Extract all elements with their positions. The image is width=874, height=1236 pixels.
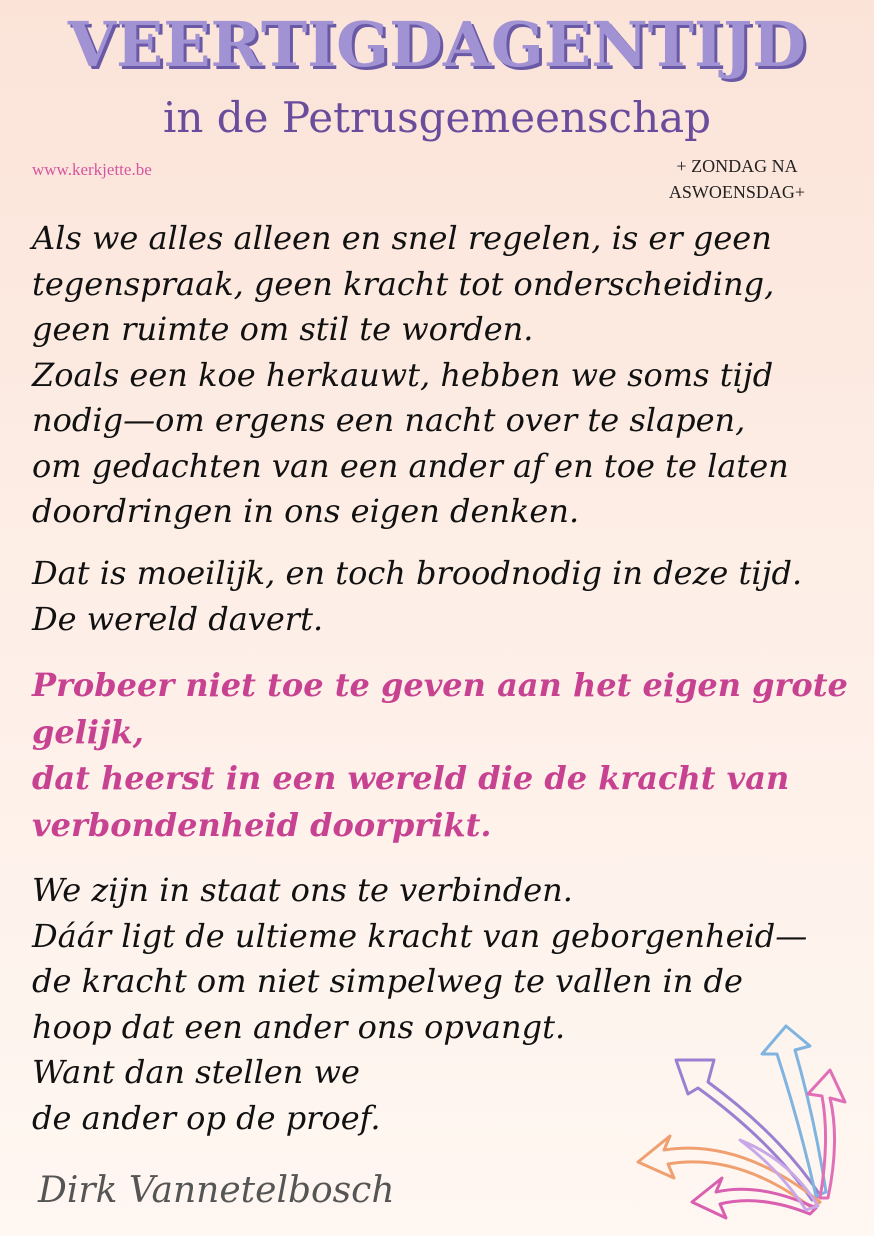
sunday-label-line1: + ZONDAG NA [676,156,798,176]
paragraph-line: We zijn in staat ons te verbinden. [32,871,573,909]
highlight-line: verbondenheid doorprikt. [32,805,492,844]
paragraph-line: geen ruimte om stil te worden. [32,310,534,348]
paragraph-line: Dat is moeilijk, en toch broodnodig in deze tijd. [32,554,803,592]
paragraph-line: doordringen in ons eigen denken. [32,492,580,530]
paragraph-2 [32,551,802,642]
paragraph-line: Dáár ligt de ultieme kracht van geborgenheid— [32,916,808,955]
paragraph-line: tegenspraak, geen kracht tot onderscheiding, [32,264,775,303]
paragraph-line: hoop dat een ander ons opvangt. [32,1007,566,1046]
sunday-label-line2: ASWOENSDAG+ [668,182,806,202]
highlight-line: Probeer niet toe te geven aan het eigen grote [32,666,848,704]
paragraph-line: De wereld davert. [32,599,324,638]
paragraph-line: Als we alles alleen en snel regelen, is er geen [32,219,772,257]
paragraph-line: Want dan stellen we [32,1053,360,1091]
website-link[interactable]: www.kerkjette.be [32,160,152,179]
paragraph-line: de kracht om niet simpelweg te vallen in de [32,962,743,1000]
highlight-line: gelijk, [32,712,144,751]
sunday-label [637,153,837,205]
page-subtitle: in de Petrusgemeenschap [162,93,712,142]
paragraph-line: Zoals een koe herkauwt, hebben we soms tijd [32,355,774,394]
highlight-paragraph [32,662,848,848]
paragraph-line: de ander op de proef. [32,1098,381,1137]
author-name: Dirk Vannetelbosch [38,1170,395,1211]
arrows-burst-icon [630,1020,860,1225]
page-title: VEERTIGDAGENTIJD [67,8,807,81]
paragraph-line: om gedachten van een ander af en toe te laten [32,446,789,485]
paragraph-line: nodig—om ergens een nacht over te slapen, [32,401,746,439]
highlight-line: dat heerst in een wereld die de kracht van [32,759,790,797]
paragraph-1 [32,216,789,535]
